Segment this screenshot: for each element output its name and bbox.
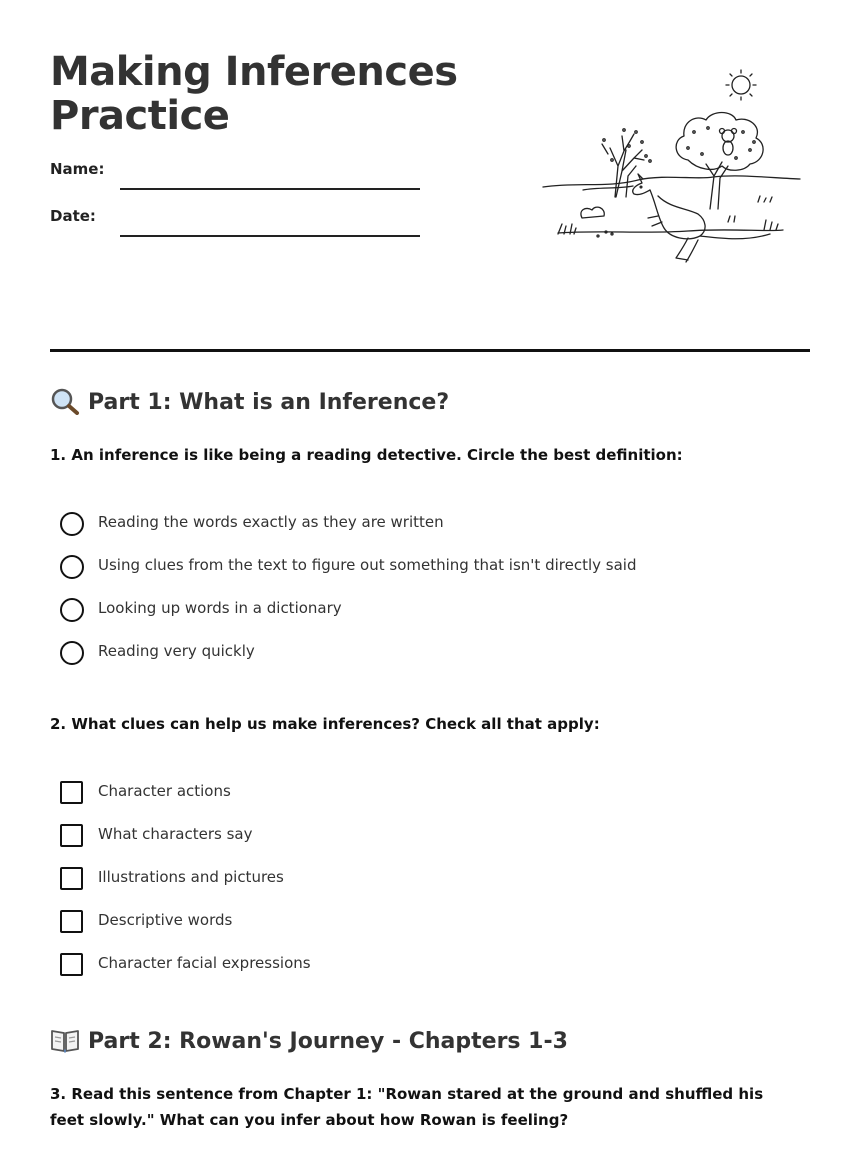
checkbox[interactable] <box>60 867 83 890</box>
checkbox[interactable] <box>60 910 83 933</box>
date-label: Date: <box>50 207 96 225</box>
option-label: Looking up words in a dictionary <box>98 599 342 617</box>
kangaroo-outback-illustration <box>538 66 804 270</box>
option-label: What characters say <box>98 825 253 843</box>
checkbox[interactable] <box>60 781 83 804</box>
question-2: 2. What clues can help us make inferences? Check all that apply: <box>50 715 600 733</box>
date-input-line[interactable] <box>120 235 420 237</box>
part1-heading-text: Part 1: What is an Inference? <box>88 390 450 415</box>
option-label: Character actions <box>98 782 231 800</box>
name-input-line[interactable] <box>120 188 420 190</box>
header-divider <box>50 349 810 352</box>
radio-circle[interactable] <box>60 555 84 579</box>
part2-heading <box>50 1026 568 1058</box>
bare-tree-icon <box>602 129 651 197</box>
option-label: Character facial expressions <box>98 954 311 972</box>
option-label: Illustrations and pictures <box>98 868 284 886</box>
worksheet-title: Making Inferences Practice <box>50 49 458 139</box>
option-label: Reading very quickly <box>98 642 255 660</box>
option-label: Reading the words exactly as they are written <box>98 513 444 531</box>
radio-circle[interactable] <box>60 512 84 536</box>
name-label: Name: <box>50 160 105 178</box>
bush-icon <box>581 207 604 218</box>
question-1: 1. An inference is like being a reading detective. Circle the best definition: <box>50 446 683 464</box>
question-3: 3. Read this sentence from Chapter 1: "Rowan stared at the ground and shuffled his feet slowly." What can you infer about how Rowan is feeling? <box>50 1085 764 1129</box>
radio-circle[interactable] <box>60 641 84 665</box>
part2-heading-text: Part 2: Rowan's Journey - Chapters 1-3 <box>88 1029 568 1054</box>
sun-icon <box>726 70 756 100</box>
option-label: Using clues from the text to figure out something that isn't directly said <box>98 556 637 574</box>
gum-tree-icon <box>676 113 763 210</box>
radio-circle[interactable] <box>60 598 84 622</box>
option-label: Descriptive words <box>98 911 233 929</box>
open-book-icon <box>50 1027 80 1053</box>
magnifying-glass-icon <box>50 387 80 415</box>
part1-heading <box>50 387 449 419</box>
kangaroo-icon <box>633 174 770 262</box>
koala-icon <box>720 129 737 156</box>
checkbox[interactable] <box>60 953 83 976</box>
checkbox[interactable] <box>60 824 83 847</box>
name-field[interactable] <box>50 160 420 190</box>
date-field[interactable] <box>50 207 420 237</box>
